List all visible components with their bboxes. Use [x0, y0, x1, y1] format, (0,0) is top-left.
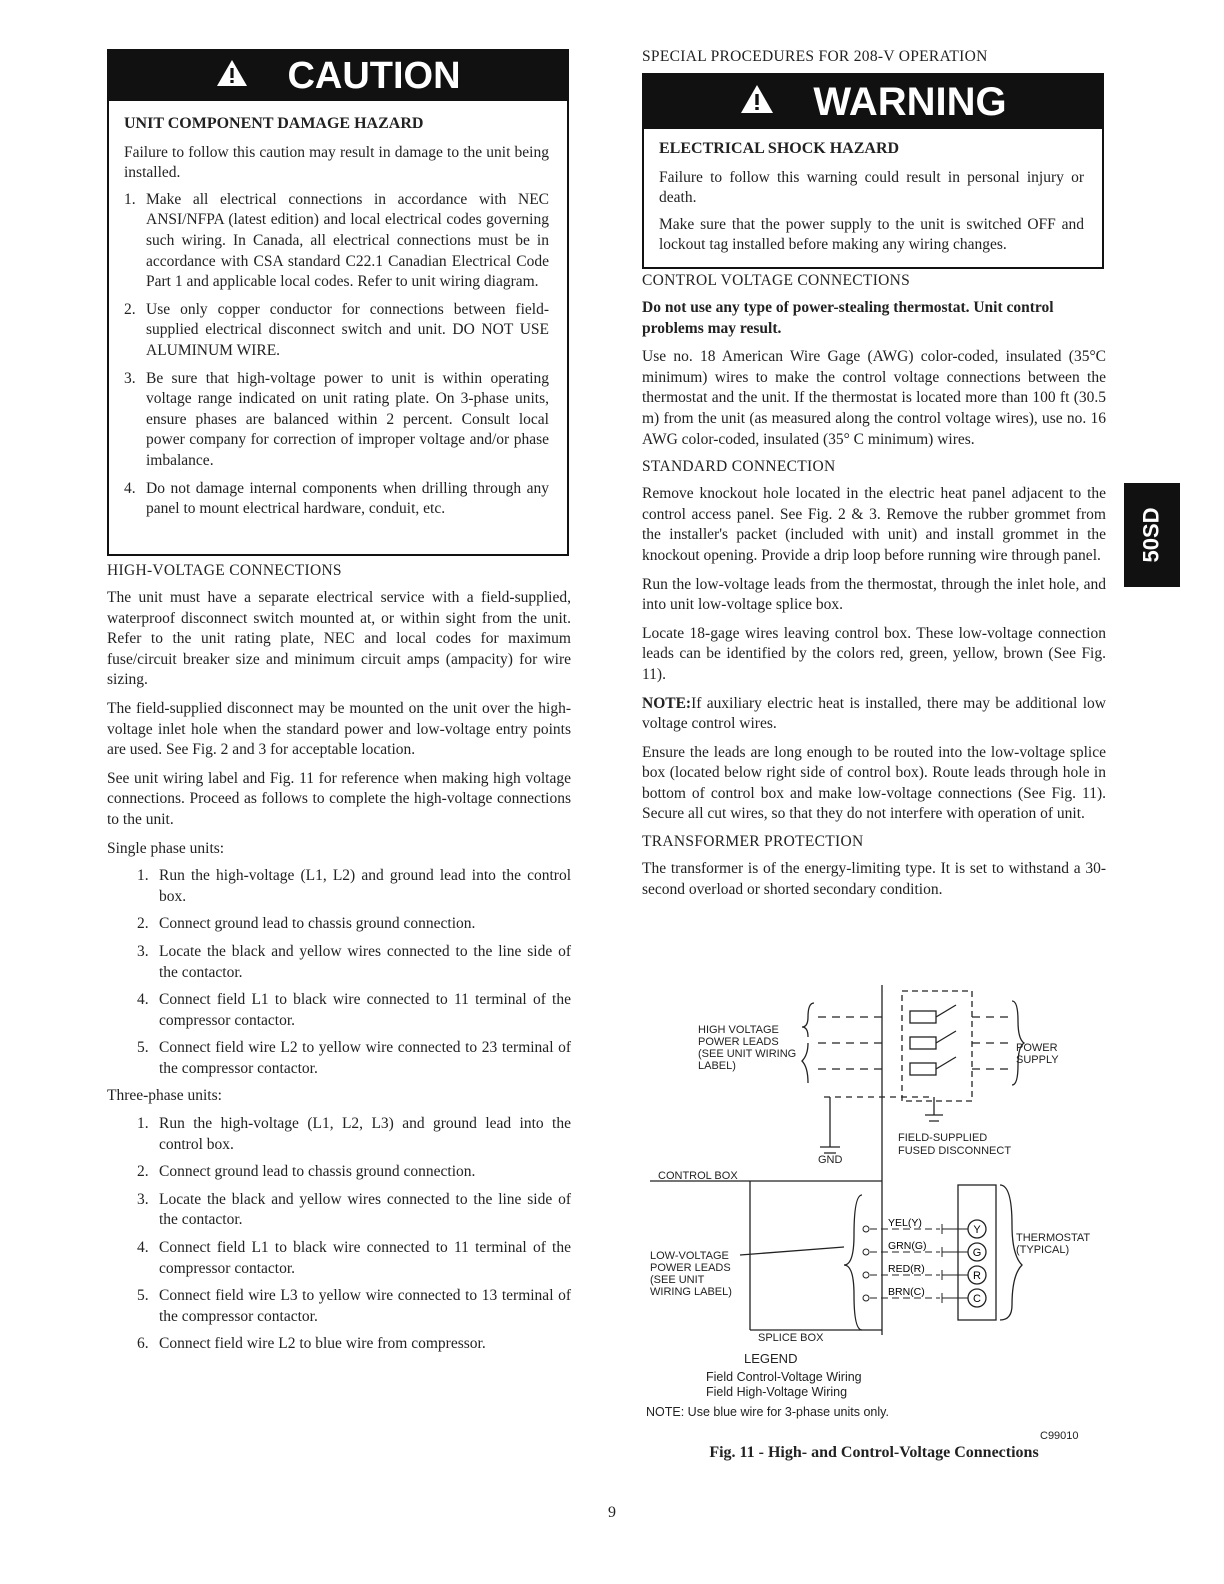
- disconnect-line-1: FIELD-SUPPLIED: [898, 1132, 988, 1144]
- hv-leads-line-4: LABEL): [698, 1060, 736, 1072]
- side-tab-label: 50SD: [1138, 507, 1164, 563]
- hv-paragraph-1: The unit must have a separate electrical service with a field-supplied, waterproof disconnect switch mounted at, or within sight from the unit. Refer to the unit rating plate, NEC and local codes for maximum fuse/circuit breaker size and minimum circuit amps (ampacity) for wire sizing.: [107, 589, 571, 689]
- list-item-number: 2.: [137, 1163, 149, 1181]
- control-voltage-heading: CONTROL VOLTAGE CONNECTIONS: [642, 272, 911, 289]
- standard-paragraph-3: Locate 18-gage wires leaving control box. These low-voltage connection leads can be identified by the colors red, green, yellow, brown (See Fig. 11).: [642, 624, 1106, 683]
- list-item-text: Connect field L1 to black wire connected to 11 terminal of the compressor contactor.: [159, 991, 571, 1029]
- terminal-label: Y: [973, 1224, 981, 1236]
- list-item: [137, 1038, 571, 1079]
- list-item-number: 3.: [137, 1190, 149, 1208]
- list-item: [137, 942, 571, 983]
- terminal-lead: [942, 1270, 968, 1280]
- splice-connector: [863, 1272, 869, 1278]
- list-item-number: 1.: [124, 190, 136, 208]
- warning-label: WARNING: [813, 79, 1007, 124]
- three-phase-list: [137, 1114, 571, 1355]
- caution-title: UNIT COMPONENT DAMAGE HAZARD: [124, 115, 424, 132]
- single-phase-heading: Single phase units:: [107, 839, 225, 857]
- gnd-label: GND: [818, 1154, 843, 1166]
- splice-connector: [863, 1295, 869, 1301]
- list-item-text: Use only copper conductor for connections between field-supplied electrical disconnect switch and unit. DO NOT USE ALUMINUM WIRE.: [146, 300, 549, 359]
- hv-leads-line-1: HIGH VOLTAGE: [698, 1024, 779, 1036]
- list-item-number: 1.: [137, 1115, 149, 1133]
- list-item-number: 2.: [124, 300, 136, 318]
- wire-color-label: BRN(C): [888, 1286, 925, 1298]
- legend-title: LEGEND: [744, 1351, 798, 1366]
- list-item-text: Locate the black and yellow wires connected to the line side of the contactor.: [159, 942, 571, 981]
- wiring-diagram: [640, 985, 1110, 1425]
- note-paragraph: [642, 694, 1106, 735]
- figure-code: C99010: [1040, 1430, 1079, 1442]
- lv-leads-line-3: (SEE UNIT: [650, 1274, 705, 1286]
- lv-leads-line-1: LOW-VOLTAGE: [650, 1250, 729, 1262]
- hv-paragraph-2: The field-supplied disconnect may be mounted on the unit over the high-voltage inlet hole when the standard power and low-voltage entry points are used. See Fig. 2 and 3 for acceptable location.: [107, 699, 571, 759]
- three-phase-heading: Three-phase units:: [107, 1087, 222, 1105]
- page-number: 9: [608, 1504, 616, 1521]
- figure-note: NOTE: Use blue wire for 3-phase units only.: [646, 1405, 889, 1419]
- list-item-text: Be sure that high-voltage power to unit is within operating voltage range indicated on unit rating plate. On 3-phase units, ensure phases are balanced within 2 percent. Consult local power company for correction of improper voltage and/or phase imbalance.: [146, 369, 549, 469]
- caution-label: CAUTION: [287, 54, 461, 97]
- hv-leads-line-3: (SEE UNIT WIRING: [698, 1048, 797, 1060]
- standard-connection-heading: STANDARD CONNECTION: [642, 458, 836, 476]
- list-item: [137, 1286, 571, 1327]
- transformer-protection-heading: TRANSFORMER PROTECTION: [642, 833, 864, 851]
- list-item-number: 5.: [137, 1287, 149, 1305]
- list-item: [124, 479, 549, 520]
- list-item-text: Connect field wire L3 to yellow wire connected to 13 terminal of the compressor contactor.: [159, 1287, 571, 1325]
- list-item-text: Connect ground lead to chassis ground connection.: [159, 1163, 476, 1181]
- terminal-label: C: [973, 1293, 981, 1305]
- wire-color-label: RED(R): [888, 1263, 925, 1275]
- list-item: [137, 990, 571, 1031]
- caution-list: [124, 190, 549, 520]
- single-phase-list: [137, 866, 571, 1079]
- control-voltage-paragraph: Use no. 18 American Wire Gage (AWG) color-coded, insulated (35°C minimum) wires to make the control voltage connections between the thermostat and the unit. If the thermostat is located more than 100 ft (30.5 m) from the unit (as measured along the control voltage wires), use no. 16 AWG color-coded, insulated (35° C minimum) wires.: [642, 348, 1106, 448]
- legend-control-voltage: Field Control-Voltage Wiring: [706, 1370, 862, 1384]
- terminal-lead: [942, 1293, 968, 1303]
- warning-triangle-icon: [739, 80, 775, 125]
- hv-leads-line-2: POWER LEADS: [698, 1036, 779, 1048]
- power-supply-line-2: SUPPLY: [1016, 1054, 1059, 1066]
- hv-heading: HIGH-VOLTAGE CONNECTIONS: [107, 562, 342, 579]
- warning-title: ELECTRICAL SHOCK HAZARD: [659, 140, 900, 157]
- caution-intro: Failure to follow this caution may result in damage to the unit being installed.: [124, 143, 549, 182]
- special-procedures-heading: SPECIAL PROCEDURES FOR 208-V OPERATION: [642, 48, 988, 65]
- wire-color-label: GRN(G): [888, 1240, 927, 1252]
- standard-paragraph-4: Ensure the leads are long enough to be routed into the low-voltage splice box (located below right side of control box). Route leads through hole in bottom of control box and make low-voltage connections (See Fig. 11). Secure all cut wires, so that they do not interfere with operation of unit.: [642, 743, 1106, 823]
- list-item-number: 3.: [124, 369, 136, 387]
- caution-banner: [109, 51, 567, 101]
- list-item-number: 3.: [137, 942, 149, 960]
- list-item-number: 1.: [137, 867, 149, 885]
- disconnect-line-2: FUSED DISCONNECT: [898, 1145, 1012, 1157]
- splice-connector: [863, 1226, 869, 1232]
- control-voltage-warning: Do not use any type of power-stealing thermostat. Unit control problems may result.: [642, 299, 1054, 337]
- list-item: [124, 369, 549, 472]
- list-item: [124, 190, 549, 293]
- splice-connector: [863, 1249, 869, 1255]
- control-box-label: CONTROL BOX: [658, 1170, 738, 1182]
- list-item-text: Run the high-voltage (L1, L2) and ground lead into the control box.: [159, 867, 571, 905]
- list-item-text: Make all electrical connections in accordance with NEC ANSI/NFPA (latest edition) and local electrical codes governing such wiring. In Canada, all electrical connections must be in accordance with CSA standard C22.1 Canadian Electrical Code Part 1 and applicable local codes. Refer to unit wiring diagram.: [146, 190, 549, 291]
- standard-paragraph-1: Remove knockout hole located in the electric heat panel adjacent to the control access panel. See Fig. 2 & 3. Remove the rubber grommet from the installer's packet (included with unit) and install grommet in the knockout opening. Provide a drip loop before running wire through panel.: [642, 485, 1106, 564]
- power-supply-line-1: POWER: [1016, 1042, 1058, 1054]
- list-item-number: 4.: [137, 991, 149, 1009]
- list-item-text: Connect field wire L2 to blue wire from compressor.: [159, 1335, 486, 1353]
- terminal-label: R: [973, 1270, 981, 1282]
- list-item: [137, 1114, 571, 1155]
- wire-color-label: YEL(Y): [888, 1217, 922, 1229]
- list-item-number: 4.: [124, 479, 136, 497]
- list-item-text: Connect field wire L2 to yellow wire connected to 23 terminal of the compressor contactor.: [159, 1039, 571, 1077]
- terminal-lead: [942, 1247, 968, 1257]
- warning-banner: [644, 75, 1102, 129]
- list-item: [137, 866, 571, 907]
- terminal-label: G: [972, 1247, 982, 1259]
- list-item-number: 4.: [137, 1239, 149, 1257]
- list-item: [137, 1190, 571, 1231]
- list-item-text: Connect ground lead to chassis ground connection.: [159, 915, 476, 933]
- standard-paragraph-2: Run the low-voltage leads from the thermostat, through the inlet hole, and into unit low-voltage splice box.: [642, 575, 1106, 614]
- terminal-lead: [942, 1224, 968, 1234]
- splice-box-label: SPLICE BOX: [758, 1332, 824, 1344]
- warning-paragraph-1: Failure to follow this warning could result in personal injury or death.: [659, 168, 1084, 207]
- legend-high-voltage: Field High-Voltage Wiring: [706, 1385, 848, 1399]
- thermostat-line-1: THERMOSTAT: [1016, 1232, 1091, 1244]
- list-item-number: 2.: [137, 915, 149, 933]
- list-item: [124, 300, 549, 362]
- hv-paragraph-3: See unit wiring label and Fig. 11 for reference when making high voltage connections. Proceed as follows to complete the high-voltage connections to the unit.: [107, 769, 571, 828]
- list-item-text: Run the high-voltage (L1, L2, L3) and ground lead into the control box.: [159, 1115, 571, 1153]
- list-item-number: 6.: [137, 1335, 149, 1353]
- transformer-protection-paragraph: The transformer is of the energy-limiting type. It is set to withstand a 30-second overload or shorted secondary condition.: [642, 860, 1106, 898]
- warning-triangle-icon: [215, 55, 249, 98]
- section-side-tab: [1124, 483, 1180, 587]
- list-item: [137, 1238, 571, 1279]
- thermostat-line-2: (TYPICAL): [1016, 1244, 1070, 1256]
- figure-caption: Fig. 11 - High- and Control-Voltage Connections: [709, 1444, 1039, 1461]
- list-item-text: Locate the black and yellow wires connected to the line side of the contactor.: [159, 1190, 571, 1229]
- list-item-number: 5.: [137, 1039, 149, 1057]
- list-item: [137, 1162, 571, 1183]
- lv-leads-line-4: WIRING LABEL): [650, 1286, 732, 1298]
- note-text: If auxiliary electric heat is installed, there may be additional low voltage control wires.: [642, 694, 1106, 733]
- list-item-text: Do not damage internal components when drilling through any panel to mount electrical hardware, conduit, etc.: [146, 479, 549, 518]
- list-item: [137, 1334, 571, 1355]
- list-item-text: Connect field L1 to black wire connected to 11 terminal of the compressor contactor.: [159, 1239, 571, 1277]
- list-item: [137, 914, 571, 935]
- warning-paragraph-2: Make sure that the power supply to the unit is switched OFF and lockout tag installed before making any wiring changes.: [659, 215, 1084, 254]
- note-label: NOTE:: [642, 694, 692, 712]
- lv-leads-line-2: POWER LEADS: [650, 1262, 731, 1274]
